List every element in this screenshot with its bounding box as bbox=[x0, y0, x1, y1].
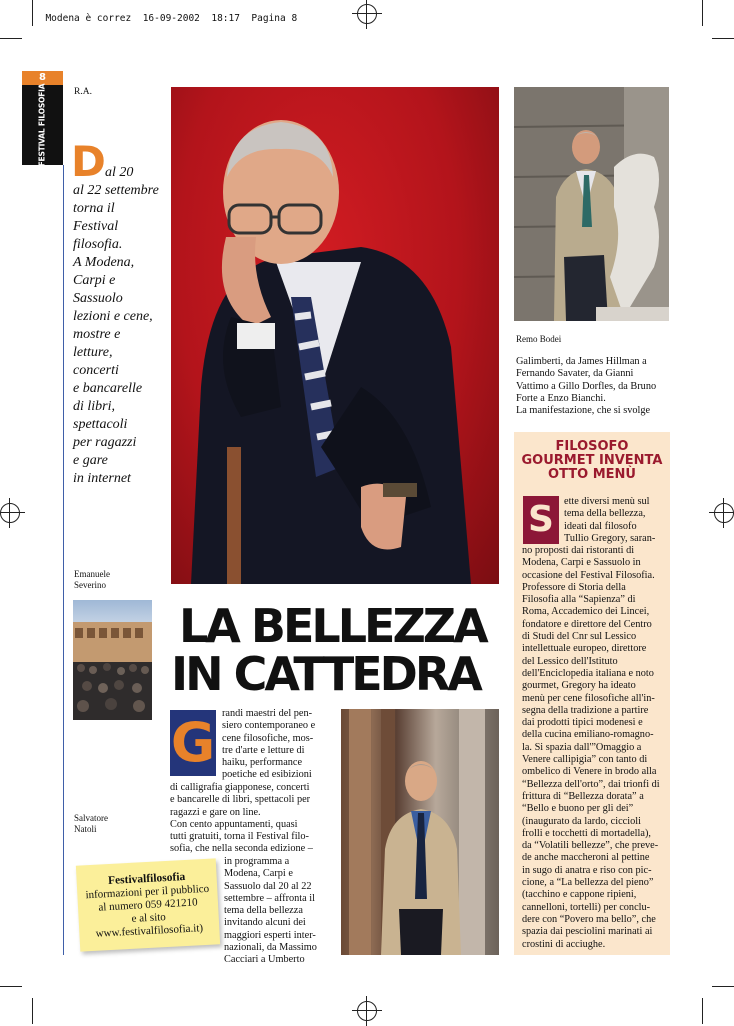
registration-mark-icon bbox=[0, 503, 20, 523]
slug-time: 18:17 bbox=[211, 13, 240, 24]
photo-bodei bbox=[514, 87, 669, 321]
sidebar-line: occasione del Festival Filosofia. bbox=[522, 569, 655, 581]
column-rule bbox=[63, 165, 64, 955]
sidebar-line: dere con “Povero ma bello”, che bbox=[522, 913, 656, 925]
intro-line: letture, bbox=[73, 345, 113, 360]
article-text-beside-cap bbox=[222, 708, 326, 782]
sidebar-line: frolli e tocchetti di mortadella), bbox=[522, 827, 651, 839]
article-line: maggiori esperti inter- bbox=[224, 929, 316, 941]
article-continuation bbox=[516, 356, 671, 417]
sidebar-line: intellettuale europeo, direttore bbox=[522, 643, 647, 655]
article-line: Sassuolo dal 20 al 22 bbox=[224, 880, 312, 892]
intro-line: al 22 settembre bbox=[73, 183, 159, 198]
sidebar-line: di Studi del Cnr sul Lessico bbox=[522, 631, 637, 643]
continuation-line: Galimberti, da James Hillman a bbox=[516, 356, 647, 367]
intro-line: torna il bbox=[73, 201, 115, 216]
intro-line: di libri, bbox=[73, 399, 116, 414]
crop-mark bbox=[702, 0, 703, 26]
sidebar-line: spazia dai pesciolini marinati ai bbox=[522, 926, 653, 938]
info-note-line: www.festivalfilosofia.it) bbox=[95, 922, 204, 940]
sidebar-line: Filosofia alla “Sapienza” di bbox=[522, 594, 636, 606]
crop-mark bbox=[32, 998, 33, 1024]
article-line: tre d'arte e letture di bbox=[222, 744, 305, 756]
intro-line: mostre e bbox=[73, 327, 121, 342]
crop-mark bbox=[0, 38, 22, 39]
intro-line: Carpi e bbox=[73, 273, 116, 288]
caption-line: Salvatore bbox=[74, 813, 108, 823]
caption-line: Emanuele bbox=[74, 569, 110, 579]
headline bbox=[171, 599, 501, 701]
sidebar-line: (tacchino e cappone ripieni, bbox=[522, 889, 637, 901]
author-initials: R.A. bbox=[74, 87, 92, 97]
article-line: sofia, che nella seconda edizione – bbox=[170, 843, 313, 855]
sidebar-line: “Bellezza dell'orto”, dai trionfi di bbox=[522, 778, 660, 790]
standing-man-illustration bbox=[341, 709, 499, 955]
sidebar-line: ideati dal filosofo bbox=[564, 520, 637, 532]
sidebar-drop-cap: S bbox=[523, 496, 559, 544]
page-number: 8 bbox=[22, 71, 63, 85]
registration-mark-icon bbox=[714, 503, 734, 523]
intro-line: in internet bbox=[73, 471, 131, 486]
article-line: tema della bellezza bbox=[224, 905, 303, 917]
sidebar-line: crostini di acciughe. bbox=[522, 938, 606, 950]
sidebar-title bbox=[514, 440, 670, 482]
intro-line: concerti bbox=[73, 363, 119, 378]
main-portrait-photo bbox=[171, 87, 499, 584]
slug-date: 16-09-2002 bbox=[142, 13, 200, 24]
sidebar-title-line: FILOSOFO bbox=[555, 439, 629, 454]
info-note-line: e al sito bbox=[131, 911, 167, 925]
intro-line: A Modena, bbox=[73, 255, 135, 270]
sidebar-title-line: GOURMET INVENTA bbox=[521, 453, 663, 468]
intro-line: e bancarelle bbox=[73, 381, 143, 396]
intro-line: Festival bbox=[73, 219, 119, 234]
caption-bodei: Remo Bodei bbox=[516, 334, 562, 344]
intro-line: Sassuolo bbox=[73, 291, 123, 306]
article-text-right bbox=[224, 856, 326, 967]
sidebar-line: (inaugurato da lardo, ciccioli bbox=[522, 815, 641, 827]
section-tab-label: FESTIVAL FILOSOFIA bbox=[37, 83, 47, 167]
continuation-line: Forte a Enzo Bianchi. bbox=[516, 392, 606, 404]
sidebar-line: segna della tradizione a partire bbox=[522, 704, 649, 716]
article-line: Cacciari a Umberto bbox=[224, 954, 305, 966]
article-line: di calligrafia giapponese, concerti bbox=[170, 782, 310, 793]
info-note-line: informazioni per il pubblico bbox=[85, 882, 210, 902]
sidebar-line: Tullio Gregory, saran- bbox=[564, 532, 656, 544]
photo-natoli bbox=[341, 709, 499, 955]
article-line: haiku, performance bbox=[222, 757, 303, 769]
sidebar-line: da “Volatili bellezze”, che preve- bbox=[522, 840, 659, 852]
caption-line: Natoli bbox=[74, 824, 97, 834]
intro-drop-cap: D bbox=[71, 137, 106, 186]
crop-mark bbox=[702, 998, 703, 1024]
sidebar-line: Professore di Storia della bbox=[522, 581, 626, 593]
intro-line: lezioni e cene, bbox=[73, 309, 153, 324]
sidebar-line: menù per cene filosofiche all'in- bbox=[522, 692, 655, 704]
article-line: poetiche ed esibizioni bbox=[222, 769, 312, 781]
sidebar-line: cione, a “La bellezza del pieno” bbox=[522, 877, 654, 889]
article-line: siero contemporaneo e bbox=[222, 720, 316, 732]
caption-natoli bbox=[74, 813, 108, 835]
article-line: settembre – affronta il bbox=[224, 892, 316, 904]
sidebar-line: del Lessico dell'Istituto bbox=[522, 655, 618, 667]
info-note bbox=[76, 858, 220, 951]
article-drop-cap: G bbox=[170, 711, 216, 774]
intro-line: e gare bbox=[73, 453, 108, 468]
intro-line: filosofia. bbox=[73, 237, 123, 252]
article-line: nazionali, da Massimo bbox=[224, 942, 317, 954]
info-note-line: al numero 059 421210 bbox=[98, 896, 198, 914]
sidebar-line: “Bello e buono per gli dei” bbox=[522, 803, 634, 815]
slug-page: Pagina 8 bbox=[251, 13, 298, 24]
sidebar-text-beside-cap bbox=[564, 496, 662, 545]
info-note-title: Festivalfilosofia bbox=[107, 871, 186, 888]
sidebar-line: ombelico di Venere in brodo alla bbox=[522, 766, 657, 778]
crop-mark bbox=[32, 0, 33, 26]
sidebar-line: frittura di “Bellezza dorata” a bbox=[522, 790, 644, 802]
continuation-line: Vattimo a Gillo Dorfles, da Bruno bbox=[516, 380, 657, 392]
sidebar-line: della cucina emiliano-romagno- bbox=[522, 729, 654, 741]
article-line: Con cento appuntamenti, quasi bbox=[170, 818, 298, 830]
intro-text bbox=[73, 164, 163, 488]
intro-line: al 20 bbox=[105, 165, 134, 180]
slug-file: Modena è correz bbox=[45, 13, 132, 24]
crop-mark bbox=[0, 986, 22, 987]
article-line: Modena, Carpi e bbox=[224, 868, 293, 880]
intro-line: per ragazzi bbox=[73, 435, 137, 450]
sidebar-line: dell'Enciclopedia italiana e noto bbox=[522, 667, 654, 679]
article-line: randi maestri del pen- bbox=[222, 708, 313, 719]
sidebar-line: cannelloni, tortelli) per conclu- bbox=[522, 901, 651, 913]
sidebar-line: gourmet, Gregory ha ideato bbox=[522, 680, 636, 692]
caption-severino bbox=[74, 569, 110, 591]
article-text-full bbox=[170, 782, 326, 856]
article-line: ragazzi e gare on line. bbox=[170, 806, 261, 818]
piazza-illustration bbox=[73, 600, 152, 720]
continuation-line: Fernando Savater, da Gianni bbox=[516, 368, 634, 380]
article-line: e bancarelle di libri, spettacoli per bbox=[170, 794, 311, 806]
sidebar-line: fondatore e direttore del Centro bbox=[522, 618, 652, 630]
article-line: tutti gratuiti, torna il Festival filo- bbox=[170, 831, 309, 843]
article-line: invitando alcuni dei bbox=[224, 917, 306, 929]
sidebar-line: la. Si spazia dall'”Omaggio a bbox=[522, 741, 642, 753]
crop-mark bbox=[712, 38, 734, 39]
headline-line-2: IN CATTEDRA bbox=[171, 647, 480, 701]
headline-line-1: LA BELLEZZA bbox=[179, 599, 486, 653]
registration-mark-icon bbox=[357, 1001, 377, 1021]
crop-mark bbox=[712, 986, 734, 987]
seated-man-illustration bbox=[171, 87, 499, 584]
sidebar-line: no proposti dai ristoranti di bbox=[522, 545, 635, 556]
sidebar-line: Roma, Accademico dei Lincei, bbox=[522, 606, 650, 618]
intro-line: spettacoli bbox=[73, 417, 128, 432]
sidebar-line: ette diversi menù sul bbox=[564, 496, 650, 507]
print-slug bbox=[34, 2, 297, 24]
sidebar-text bbox=[522, 545, 662, 951]
seated-man-statue-illustration bbox=[514, 87, 669, 321]
sidebar-line: tema della bellezza, bbox=[564, 508, 646, 520]
photo-piazza-crowd bbox=[73, 600, 152, 720]
sidebar-line: in sugo di anatra e riso con pic- bbox=[522, 864, 652, 876]
continuation-line: La manifestazione, che si svolge bbox=[516, 405, 651, 417]
sidebar-line: dai prodotti tipici modenesi e bbox=[522, 717, 643, 729]
sidebar-line: de anche maccheroni al pettine bbox=[522, 852, 650, 864]
sidebar-line: Venere callipigia” con tanto di bbox=[522, 754, 648, 766]
article-line: in programma a bbox=[224, 856, 290, 867]
sidebar-line: Modena, Carpi e Sassuolo in bbox=[522, 557, 641, 569]
article-line: cene filosofiche, mos- bbox=[222, 732, 314, 744]
caption-line: Severino bbox=[74, 580, 106, 590]
sidebar-title-line: OTTO MENÙ bbox=[548, 467, 636, 482]
registration-mark-icon bbox=[357, 4, 377, 24]
